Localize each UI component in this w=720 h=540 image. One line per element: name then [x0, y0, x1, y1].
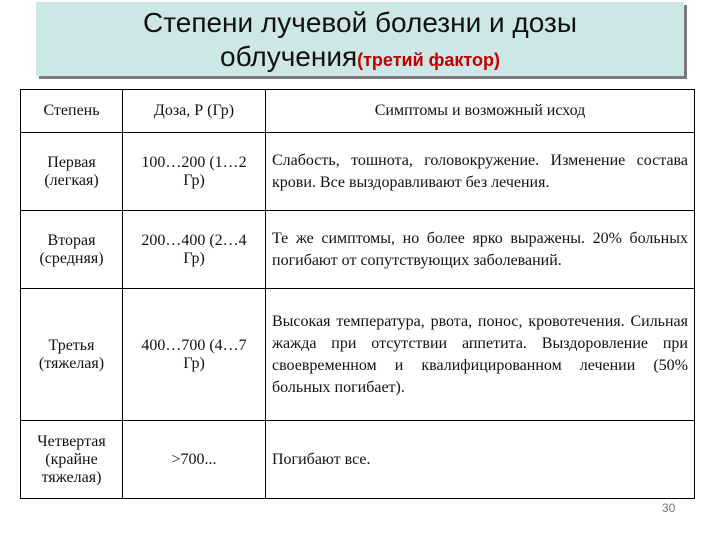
degree-cell: Третья (тяжелая)	[21, 289, 123, 421]
degree-cell: Первая (легкая)	[21, 133, 123, 211]
slide-title	[36, 2, 684, 76]
table-row	[21, 133, 695, 211]
table-row	[21, 289, 695, 421]
dose-cell: 200…400 (2…4 Гр)	[123, 211, 266, 289]
header-symptoms: Симптомы и возможный исход	[266, 90, 695, 133]
radiation-sickness-table	[20, 89, 695, 499]
title-main-word: облучения	[220, 41, 358, 72]
degree-cell: Четвертая (крайне тяжелая)	[21, 421, 123, 499]
table-row	[21, 421, 695, 499]
table-header-row	[21, 90, 695, 133]
dose-cell: 400…700 (4…7 Гр)	[123, 289, 266, 421]
dose-cell: 100…200 (1…2 Гр)	[123, 133, 266, 211]
table-row	[21, 211, 695, 289]
dose-cell: >700...	[123, 421, 266, 499]
title-line-2	[36, 40, 684, 77]
degree-cell: Вторая (средняя)	[21, 211, 123, 289]
symptoms-cell: Те же симптомы, но более ярко выражены. 20% больных погибают от сопутствующих заболеваний.	[266, 211, 695, 289]
symptoms-cell: Высокая температура, рвота, понос, кровотечения. Сильная жажда при отсутствии аппетита. Выздоровление при своевременном и квалифицированном лечении (50% больных погибает).	[266, 289, 695, 421]
symptoms-cell: Погибают все.	[266, 421, 695, 499]
page-number: 30	[662, 501, 676, 515]
header-dose: Доза, Р (Гр)	[123, 90, 266, 133]
title-subtitle: (третий фактор)	[357, 50, 500, 70]
symptoms-cell: Слабость, тошнота, головокружение. Изменение состава крови. Все выздоравливают без лечения.	[266, 133, 695, 211]
title-line-1: Степени лучевой болезни и дозы	[143, 7, 577, 38]
header-degree: Степень	[21, 90, 123, 133]
